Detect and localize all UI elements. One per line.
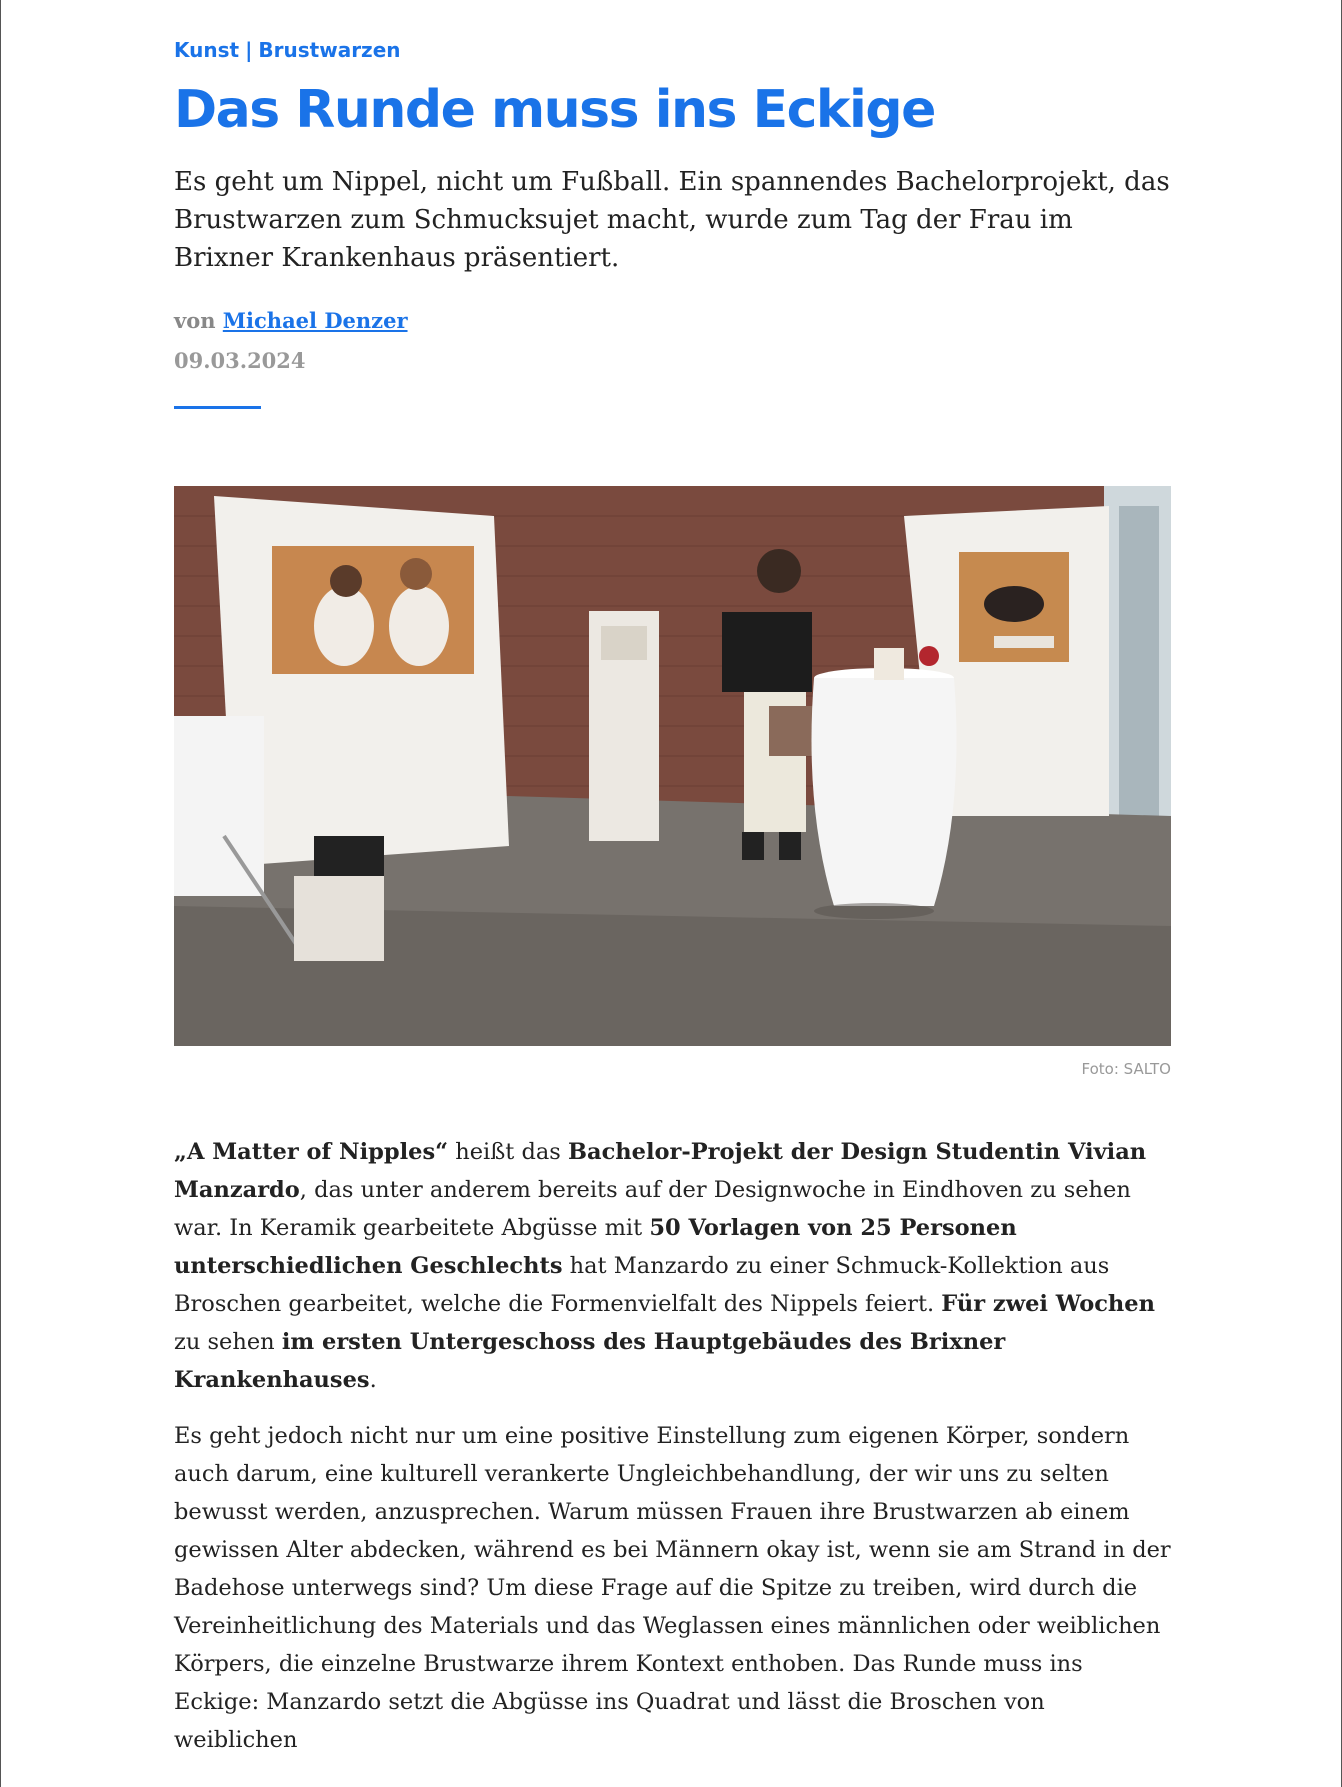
bold-project-designer: Bachelor-Projekt der Design Studentin Vivian Manzardo — [174, 1139, 1147, 1203]
article-body — [174, 1133, 1171, 1777]
bold-duration: Für zwei Wochen — [941, 1291, 1155, 1317]
article-lead: Es geht um Nippel, nicht um Fußball. Ein spannendes Bachelorprojekt, das Brustwarzen zum Schmucksujet macht, wurde zum Tag der Frau im Brixner Krankenhaus präsentiert. — [174, 167, 1170, 273]
category-link-topic[interactable]: Brustwarzen — [258, 38, 401, 62]
body-text-span: zu sehen — [174, 1329, 282, 1355]
page-title: Das Runde muss ins Eckige — [174, 80, 935, 140]
bold-project-title: „A Matter of Nipples“ — [174, 1139, 449, 1165]
body-text-span: , das unter anderem bereits auf der Designwoche in Eindhoven zu sehen war. In Keramik gearbeitete Abgüsse mit — [174, 1177, 1131, 1241]
bold-casts-info: 50 Vorlagen von 25 Personen unterschiedlichen Geschlechts — [174, 1215, 1017, 1279]
byline — [174, 308, 408, 333]
byline-prefix: von — [174, 308, 216, 333]
body-text-span: hat Manzardo zu einer Schmuck-Kollektion aus Broschen gearbeitet, welche die Formenvielfalt des Nippels feiert. — [174, 1253, 1110, 1317]
body-paragraph-2: Es geht jedoch nicht nur um eine positive Einstellung zum eigenen Körper, sondern auch darum, eine kulturell verankerte Ungleichbehandlung, der wir uns zu selten bewusst werden, anzusprechen. Warum müssen Frauen ihre Brustwarzen ab einem gewissen Alter abdecken, während es bei Männern okay ist, wenn sie am Strand in der Badehose unterwegs sind? Um diese Frage auf die Spitze zu treiben, wird durch die Vereinheitlichung des Materials und das Weglassen eines männlichen oder weiblichen Körpers, die einzelne Brustwarze ihrem Kontext enthoben. Das Runde muss ins Eckige: Manzardo setzt die Abgüsse ins Quadrat und lässt die Broschen von weiblichen — [174, 1423, 1171, 1753]
category-kicker — [174, 38, 401, 62]
exhibition-photo-illustration — [174, 486, 1171, 1046]
body-paragraph-1 — [174, 1133, 1171, 1399]
bold-location: im ersten Untergeschoss des Hauptgebäudes des Brixner Krankenhauses — [174, 1329, 1006, 1393]
title-divider — [174, 406, 261, 409]
publish-date: 09.03.2024 — [174, 348, 306, 373]
kicker-separator: | — [245, 38, 253, 62]
category-link-kunst[interactable]: Kunst — [174, 38, 240, 62]
body-text-span: heißt das — [448, 1139, 568, 1165]
photo-credit: Foto: SALTO — [1081, 1060, 1171, 1078]
author-link[interactable]: Michael Denzer — [222, 308, 408, 333]
article-photo — [174, 486, 1171, 1046]
body-text-span: . — [369, 1367, 377, 1393]
